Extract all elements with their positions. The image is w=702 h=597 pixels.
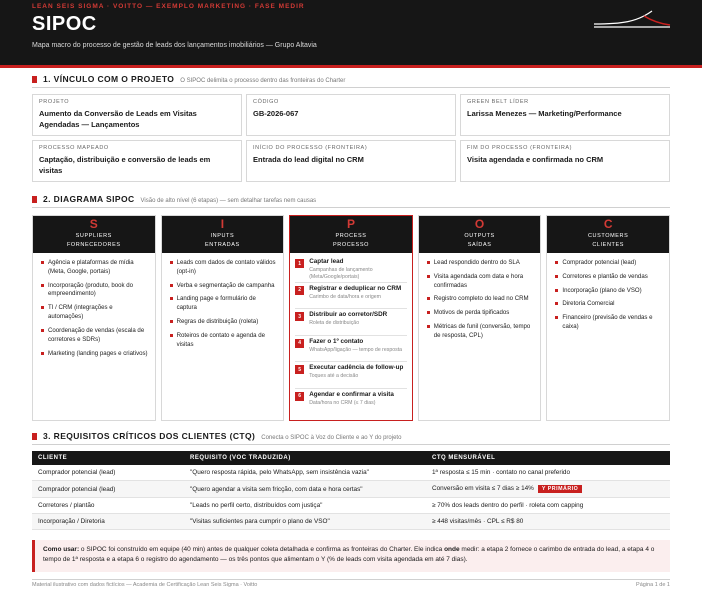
- card-label: CÓDIGO: [253, 99, 279, 105]
- step-description: Campanhas de lançamento (Meta/Google/portais): [309, 267, 373, 281]
- green-belt-card: [460, 94, 670, 136]
- table-header-row: [32, 451, 670, 465]
- column-header-client: CLIENTE: [32, 451, 184, 465]
- section-marker: [32, 433, 37, 440]
- header-curve-decoration: [592, 8, 672, 30]
- column-name-en: OUTPUTS: [464, 233, 495, 239]
- section-2-note: Visão de alto nível (6 etapas) — sem detalhar tarefas nem causas: [140, 198, 317, 204]
- card-value: Captação, distribuição e conversão de leads em visitas: [39, 155, 211, 175]
- cell-ctq: [426, 465, 670, 481]
- step-title: Agendar e confirmar a visita: [309, 390, 394, 398]
- step-number: 3: [295, 312, 304, 321]
- section-2-title: 2. DIAGRAMA SIPOC: [43, 194, 135, 204]
- step-title: Fazer o 1º contato: [309, 337, 364, 345]
- note-text-2: medir: a etapa 2 fornece o carimbo de entrada do lead, a etapa 4 o tempo de 1ª resposta e a etapa 6 o registro do agendamento — os três pontos que alimentam o Y (% de leads com visita agendada em até 7 dias).: [43, 546, 655, 564]
- section-3-title: 3. REQUISITOS CRÍTICOS DOS CLIENTES (CTQ): [43, 431, 256, 441]
- step-description: Data/hora no CRM (≤ 7 dias): [309, 399, 376, 406]
- cell-ctq: [426, 481, 670, 498]
- customers-column: [546, 215, 670, 421]
- column-header-requirement: REQUISITO (VOC TRADUZIDA): [184, 451, 426, 465]
- usage-note: [32, 540, 670, 572]
- list-item: Incorporação (produto, book do empreendimento): [41, 282, 149, 300]
- column-list: [162, 253, 284, 350]
- code-card: [246, 94, 456, 136]
- card-label: FIM DO PROCESSO (FRONTEIRA): [467, 145, 573, 151]
- list-item: Métricas de funil (conversão, tempo de resposta, CPL): [427, 323, 535, 341]
- list-item: Marketing (landing pages e criativos): [41, 350, 149, 359]
- note-bold: onde: [444, 546, 460, 553]
- column-name-en: CUSTOMERS: [587, 233, 629, 239]
- card-label: INÍCIO DO PROCESSO (FRONTEIRA): [253, 145, 368, 151]
- list-item: Agência e plataformas de mídia (Meta, Google, portais): [41, 259, 149, 277]
- column-letter: S: [89, 217, 98, 231]
- step-title: Executar cadência de follow-up: [309, 364, 404, 371]
- column-name-pt: ENTRADAS: [205, 242, 240, 249]
- list-item: Corretores e plantão de vendas: [555, 273, 663, 282]
- list-item: Roteiros de contato e agenda de visitas: [170, 332, 278, 350]
- card-label: PROJETO: [39, 99, 70, 105]
- column-name-en: SUPPLIERS: [75, 233, 112, 239]
- column-header-ctq: CTQ MENSURÁVEL: [426, 451, 670, 465]
- note-text-1: o SIPOC foi construído em equipe (40 min) antes de qualquer coleta detalhada e confirma as fronteiras do Charter. Ele indica: [79, 546, 445, 553]
- process-column: [289, 215, 413, 421]
- section-divider: [32, 87, 670, 88]
- process-step: [295, 336, 407, 363]
- process-step: [295, 283, 407, 310]
- step-number: 6: [295, 392, 304, 401]
- ctq-text: 1ª resposta ≤ 15 min · contato no canal preferido: [432, 469, 571, 476]
- cell-client: Comprador potencial (lead): [32, 481, 184, 498]
- column-name-en: INPUTS: [210, 233, 235, 239]
- list-item: Leads com dados de contato válidos (opt-in): [170, 259, 278, 277]
- list-item: Comprador potencial (lead): [555, 259, 663, 268]
- column-name-en: PROCESS: [335, 233, 367, 239]
- suppliers-column: [32, 215, 156, 421]
- column-header: [290, 216, 412, 253]
- list-item: Visita agendada com data e hora confirmadas: [427, 273, 535, 291]
- card-value: Larissa Menezes — Marketing/Performance: [467, 109, 622, 118]
- cell-ctq: [426, 498, 670, 514]
- ctq-table: [32, 451, 670, 530]
- cell-ctq: [426, 514, 670, 530]
- column-list: [419, 253, 541, 341]
- section-marker: [32, 196, 37, 203]
- ctq-text: ≥ 448 visitas/mês · CPL ≤ R$ 80: [432, 518, 524, 525]
- column-header: [419, 216, 541, 253]
- step-number: 1: [295, 259, 304, 268]
- page-number: Página 1 de 1: [636, 582, 670, 588]
- list-item: Financeiro (previsão de vendas e caixa): [555, 314, 663, 332]
- column-name-pt: CLIENTES: [592, 242, 625, 249]
- card-value: Visita agendada e confirmada no CRM: [467, 155, 604, 164]
- column-name-pt: SAÍDAS: [467, 242, 492, 249]
- section-1-heading: [32, 74, 670, 84]
- project-card: [32, 94, 242, 136]
- step-title: Captar lead: [309, 258, 344, 265]
- step-description: WhatsApp/ligação — tempo de resposta: [309, 346, 403, 353]
- column-letter: P: [346, 217, 355, 231]
- process-step: [295, 309, 407, 336]
- section-1-title: 1. VÍNCULO COM O PROJETO: [43, 74, 175, 84]
- process-step: [295, 389, 407, 416]
- header-kicker: LEAN SEIS SIGMA · VOITTO — EXEMPLO MARKETING · FASE MEDIR: [32, 3, 305, 10]
- column-letter: I: [220, 217, 225, 231]
- footer-disclaimer: Material ilustrativo com dados fictícios — Academia de Certificação Lean Seis Sigma · Voitto: [32, 582, 258, 588]
- column-header: [162, 216, 284, 253]
- process-end-card: [460, 140, 670, 182]
- column-letter: C: [603, 217, 613, 231]
- list-item: Verba e segmentação de campanha: [170, 282, 278, 291]
- column-list: [33, 253, 155, 358]
- section-divider: [32, 444, 670, 445]
- project-cards: [32, 94, 670, 182]
- step-description: Roleta de distribuição: [309, 320, 360, 326]
- process-step: [295, 362, 407, 389]
- outputs-column: [418, 215, 542, 421]
- card-value: Entrada do lead digital no CRM: [253, 155, 364, 164]
- page-title: SIPOC: [32, 13, 97, 35]
- note-lead: Como usar:: [43, 546, 80, 553]
- column-letter: O: [474, 217, 485, 231]
- list-item: TI / CRM (integrações e automações): [41, 304, 149, 322]
- table-row: [32, 465, 670, 481]
- step-number: 5: [295, 365, 304, 374]
- table-row: [32, 514, 670, 530]
- card-label: PROCESSO MAPEADO: [39, 145, 109, 151]
- section-1-note: O SIPOC delimita o processo dentro das fronteiras do Charter: [180, 78, 346, 84]
- step-title: Registrar e deduplicar no CRM: [309, 284, 402, 292]
- card-value: Aumento da Conversão de Leads em Visitas Agendadas — Lançamentos: [39, 109, 197, 129]
- cell-client: Corretores / plantão: [32, 498, 184, 514]
- ctq-text: ≥ 70% dos leads dentro do perfil · roleta com capping: [432, 502, 584, 509]
- page-subtitle: Mapa macro do processo de gestão de leads dos lançamentos imobiliários — Grupo Altavia: [32, 42, 317, 49]
- step-title: Distribuir ao corretor/SDR: [309, 311, 388, 318]
- step-number: 2: [295, 286, 304, 295]
- primary-y-badge: Y PRIMÁRIO: [538, 485, 582, 493]
- cell-requirement: "Quero agendar a visita sem fricção, com data e hora certas": [184, 481, 426, 498]
- card-value: GB-2026-067: [253, 109, 299, 118]
- step-description: Toques até a decisão: [309, 373, 359, 379]
- cell-client: Comprador potencial (lead): [32, 465, 184, 481]
- table-row: [32, 481, 670, 498]
- process-step: [295, 256, 407, 283]
- process-card: [32, 140, 242, 182]
- column-name-pt: PROCESSO: [333, 242, 369, 249]
- section-marker: [32, 76, 37, 83]
- list-item: Diretoria Comercial: [555, 300, 663, 309]
- process-steps: [290, 253, 412, 415]
- section-2-heading: [32, 194, 670, 204]
- inputs-column: [161, 215, 285, 421]
- ctq-text: Conversão em visita ≤ 7 dias ≥ 14%: [432, 485, 534, 492]
- step-description: Carimbo de data/hora e origem: [309, 293, 381, 300]
- sipoc-diagram: [32, 215, 670, 421]
- step-number: 4: [295, 339, 304, 348]
- list-item: Coordenação de vendas (escala de corretores e SDRs): [41, 327, 149, 345]
- section-divider: [32, 207, 670, 208]
- cell-requirement: "Visitas suficientes para cumprir o plano de VSO": [184, 514, 426, 530]
- list-item: Motivos de perda tipificados: [427, 309, 535, 318]
- table-row: [32, 498, 670, 514]
- cell-client: Incorporação / Diretoria: [32, 514, 184, 530]
- column-header: [33, 216, 155, 253]
- process-start-card: [246, 140, 456, 182]
- list-item: Registro completo do lead no CRM: [427, 295, 535, 304]
- page-header: [0, 0, 702, 68]
- column-name-pt: FORNECEDORES: [66, 242, 121, 249]
- cell-requirement: "Leads no perfil certo, distribuídos com justiça": [184, 498, 426, 514]
- list-item: Regras de distribuição (roleta): [170, 318, 278, 327]
- column-header: [547, 216, 669, 253]
- section-3-heading: [32, 431, 670, 441]
- list-item: Lead respondido dentro do SLA: [427, 259, 535, 268]
- list-item: Landing page e formulário de captura: [170, 295, 278, 313]
- section-3-note: Conecta o SIPOC à Voz do Cliente e ao Y do projeto: [261, 435, 402, 441]
- column-list: [547, 253, 669, 332]
- list-item: Incorporação (plano de VSO): [555, 287, 663, 296]
- card-label: GREEN BELT LÍDER: [467, 99, 529, 105]
- cell-requirement: "Quero resposta rápida, pelo WhatsApp, sem insistência vazia": [184, 465, 426, 481]
- page-footer: [32, 579, 670, 588]
